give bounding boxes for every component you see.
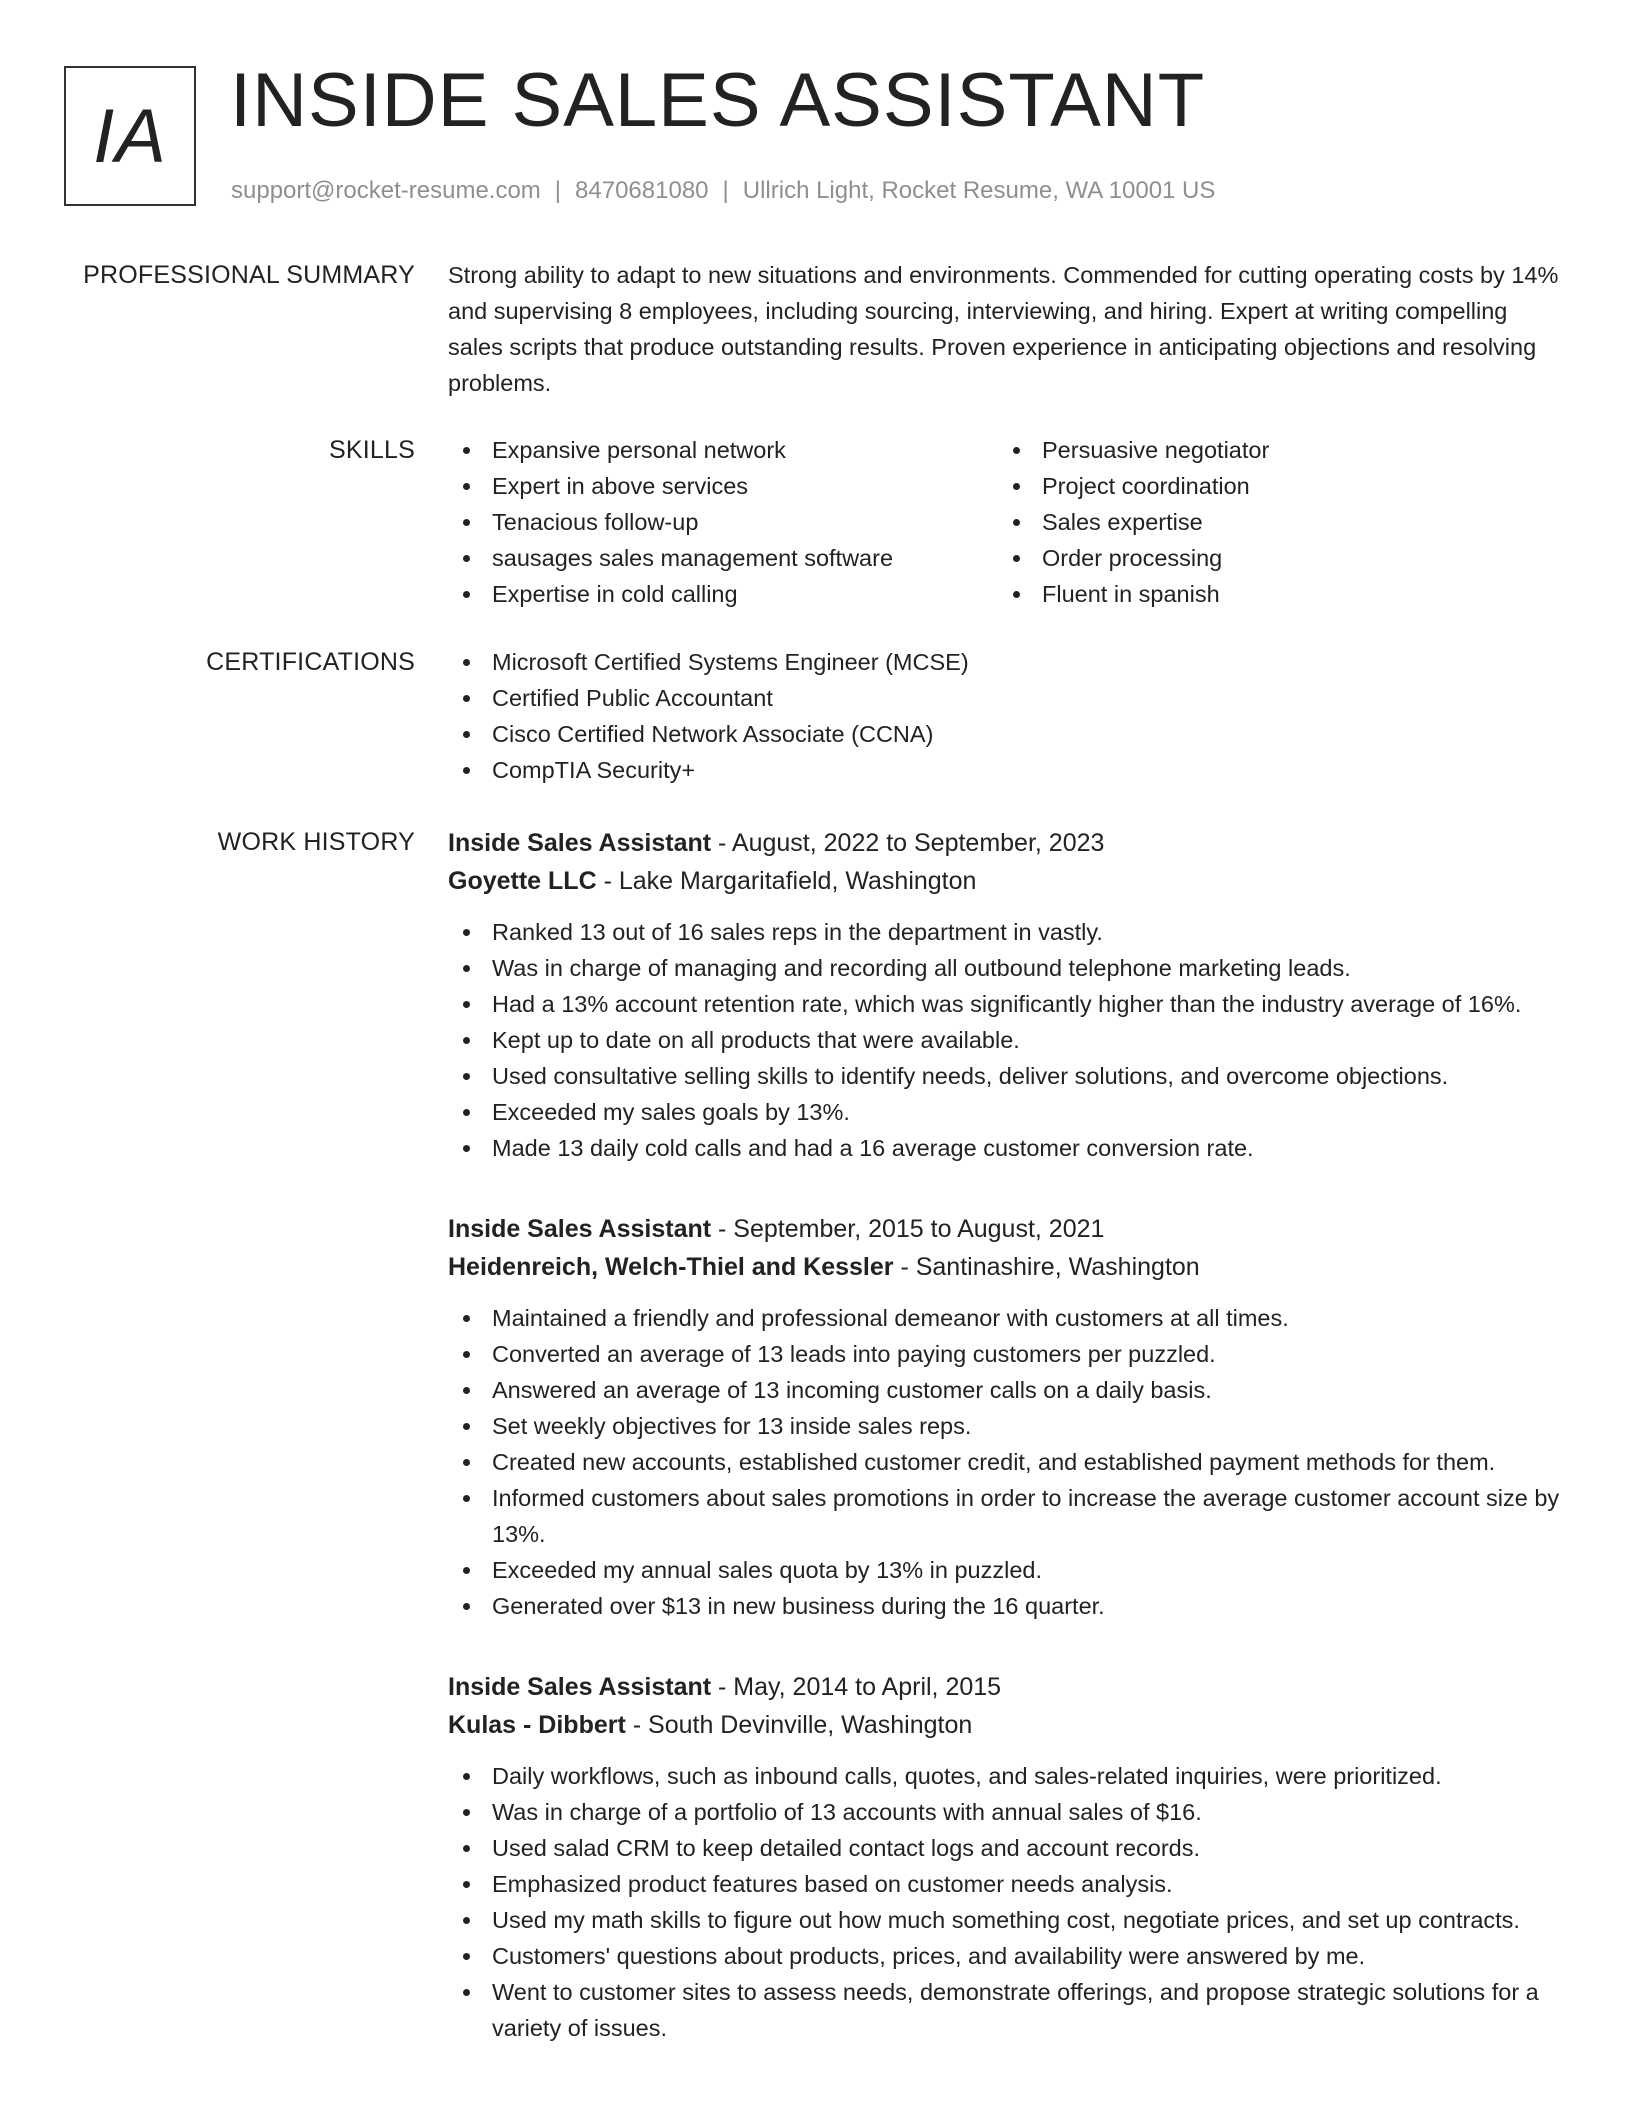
skills-list-right [998,432,1548,612]
job-title-line [448,824,1560,862]
job-title: Inside Sales Assistant [448,829,712,857]
list-item: Microsoft Certified Systems Engineer (MCSE) [448,644,1560,680]
list-item: Went to customer sites to assess needs, demonstrate offerings, and propose strategic solutions for a variety of issues. [448,1974,1560,2046]
job-dates: - May, 2014 to April, 2015 [711,1673,1002,1701]
job-company: Heidenreich, Welch-Thiel and Kessler [448,1253,894,1281]
certifications-body [448,644,1560,788]
list-item: Emphasized product features based on customer needs analysis. [448,1866,1560,1902]
list-item: Had a 13% account retention rate, which was significantly higher than the industry average of 16%. [448,986,1560,1022]
job-company: Goyette LLC [448,867,597,895]
monogram-badge: IA [64,66,196,206]
job-location: - Santinashire, Washington [893,1253,1200,1281]
contact-separator: | [554,177,562,204]
list-item: Maintained a friendly and professional demeanor with customers at all times. [448,1300,1560,1336]
job-entry [448,1210,1560,1624]
list-item: Sales expertise [998,504,1548,540]
list-item: Was in charge of a portfolio of 13 accounts with annual sales of $16. [448,1794,1560,1830]
job-title-line [448,1668,1560,1706]
list-item: Used my math skills to figure out how much something cost, negotiate prices, and set up contracts. [448,1902,1560,1938]
skills-list-left [448,432,998,612]
list-item: Cisco Certified Network Associate (CCNA) [448,716,1560,752]
list-item: Made 13 daily cold calls and had a 16 average customer conversion rate. [448,1130,1560,1166]
list-item: Created new accounts, established customer credit, and established payment methods for them. [448,1444,1560,1480]
section-label-summary: PROFESSIONAL SUMMARY [83,261,415,289]
section-label-work-history: WORK HISTORY [217,828,415,856]
list-item: Informed customers about sales promotions in order to increase the average customer account size by 13%. [448,1480,1560,1552]
job-title: Inside Sales Assistant [448,1673,712,1701]
list-item: Tenacious follow-up [448,504,998,540]
job-company-line [448,862,1560,900]
list-item: Was in charge of managing and recording all outbound telephone marketing leads. [448,950,1560,986]
contact-line [231,176,1215,206]
candidate-name: INSIDE SALES ASSISTANT [230,58,1206,143]
job-title: Inside Sales Assistant [448,1215,712,1243]
list-item: Used salad CRM to keep detailed contact logs and account records. [448,1830,1560,1866]
certifications-list [448,644,1560,788]
job-entry [448,1668,1560,2046]
job-dates: - September, 2015 to August, 2021 [711,1215,1105,1243]
list-item: Used consultative selling skills to identify needs, deliver solutions, and overcome objections. [448,1058,1560,1094]
list-item: Persuasive negotiator [998,432,1548,468]
list-item: Certified Public Accountant [448,680,1560,716]
contact-separator: | [722,177,729,204]
list-item: Set weekly objectives for 13 inside sales reps. [448,1408,1560,1444]
list-item: Expertise in cold calling [448,576,998,612]
job-company-line [448,1706,1560,1744]
job-title-line [448,1210,1560,1248]
job-company-line [448,1248,1560,1286]
job-location: - South Devinville, Washington [625,1711,973,1739]
list-item: Order processing [998,540,1548,576]
list-item: Converted an average of 13 leads into paying customers per puzzled. [448,1336,1560,1372]
contact-email: support@rocket-resume.com [231,177,541,204]
list-item: Kept up to date on all products that were available. [448,1022,1560,1058]
section-label-skills: SKILLS [329,436,415,464]
list-item: Exceeded my annual sales quota by 13% in puzzled. [448,1552,1560,1588]
list-item: Fluent in spanish [998,576,1548,612]
list-item: Exceeded my sales goals by 13%. [448,1094,1560,1130]
summary-text: Strong ability to adapt to new situations and environments. Commended for cutting operating costs by 14% and supervising 8 employees, including sourcing, interviewing, and hiring. Expert at writing compelling sales scripts that produce outstanding results. Proven experience in anticipating objections and resolving problems. [448,262,1559,396]
skills-grid [448,432,1560,612]
contact-phone: 8470681080 [575,177,709,204]
contact-address: Ullrich Light, Rocket Resume, WA 10001 US [742,177,1216,204]
list-item: sausages sales management software [448,540,998,576]
job-bullets [448,1300,1560,1624]
list-item: Expansive personal network [448,432,998,468]
section-label-certifications: CERTIFICATIONS [206,648,415,676]
list-item: Customers' questions about products, prices, and availability were answered by me. [448,1938,1560,1974]
job-bullets [448,1758,1560,2046]
job-location: - Lake Margaritafield, Washington [596,867,977,895]
list-item: Project coordination [998,468,1548,504]
job-dates: - August, 2022 to September, 2023 [711,829,1105,857]
job-entry [448,824,1560,1166]
job-bullets [448,914,1560,1166]
job-company: Kulas - Dibbert [448,1711,626,1739]
list-item: CompTIA Security+ [448,752,1560,788]
list-item: Answered an average of 13 incoming customer calls on a daily basis. [448,1372,1560,1408]
list-item: Ranked 13 out of 16 sales reps in the department in vastly. [448,914,1560,950]
list-item: Generated over $13 in new business during the 16 quarter. [448,1588,1560,1624]
list-item: Expert in above services [448,468,998,504]
work-history-body [448,824,1560,2090]
list-item: Daily workflows, such as inbound calls, quotes, and sales-related inquiries, were prioritized. [448,1758,1560,1794]
